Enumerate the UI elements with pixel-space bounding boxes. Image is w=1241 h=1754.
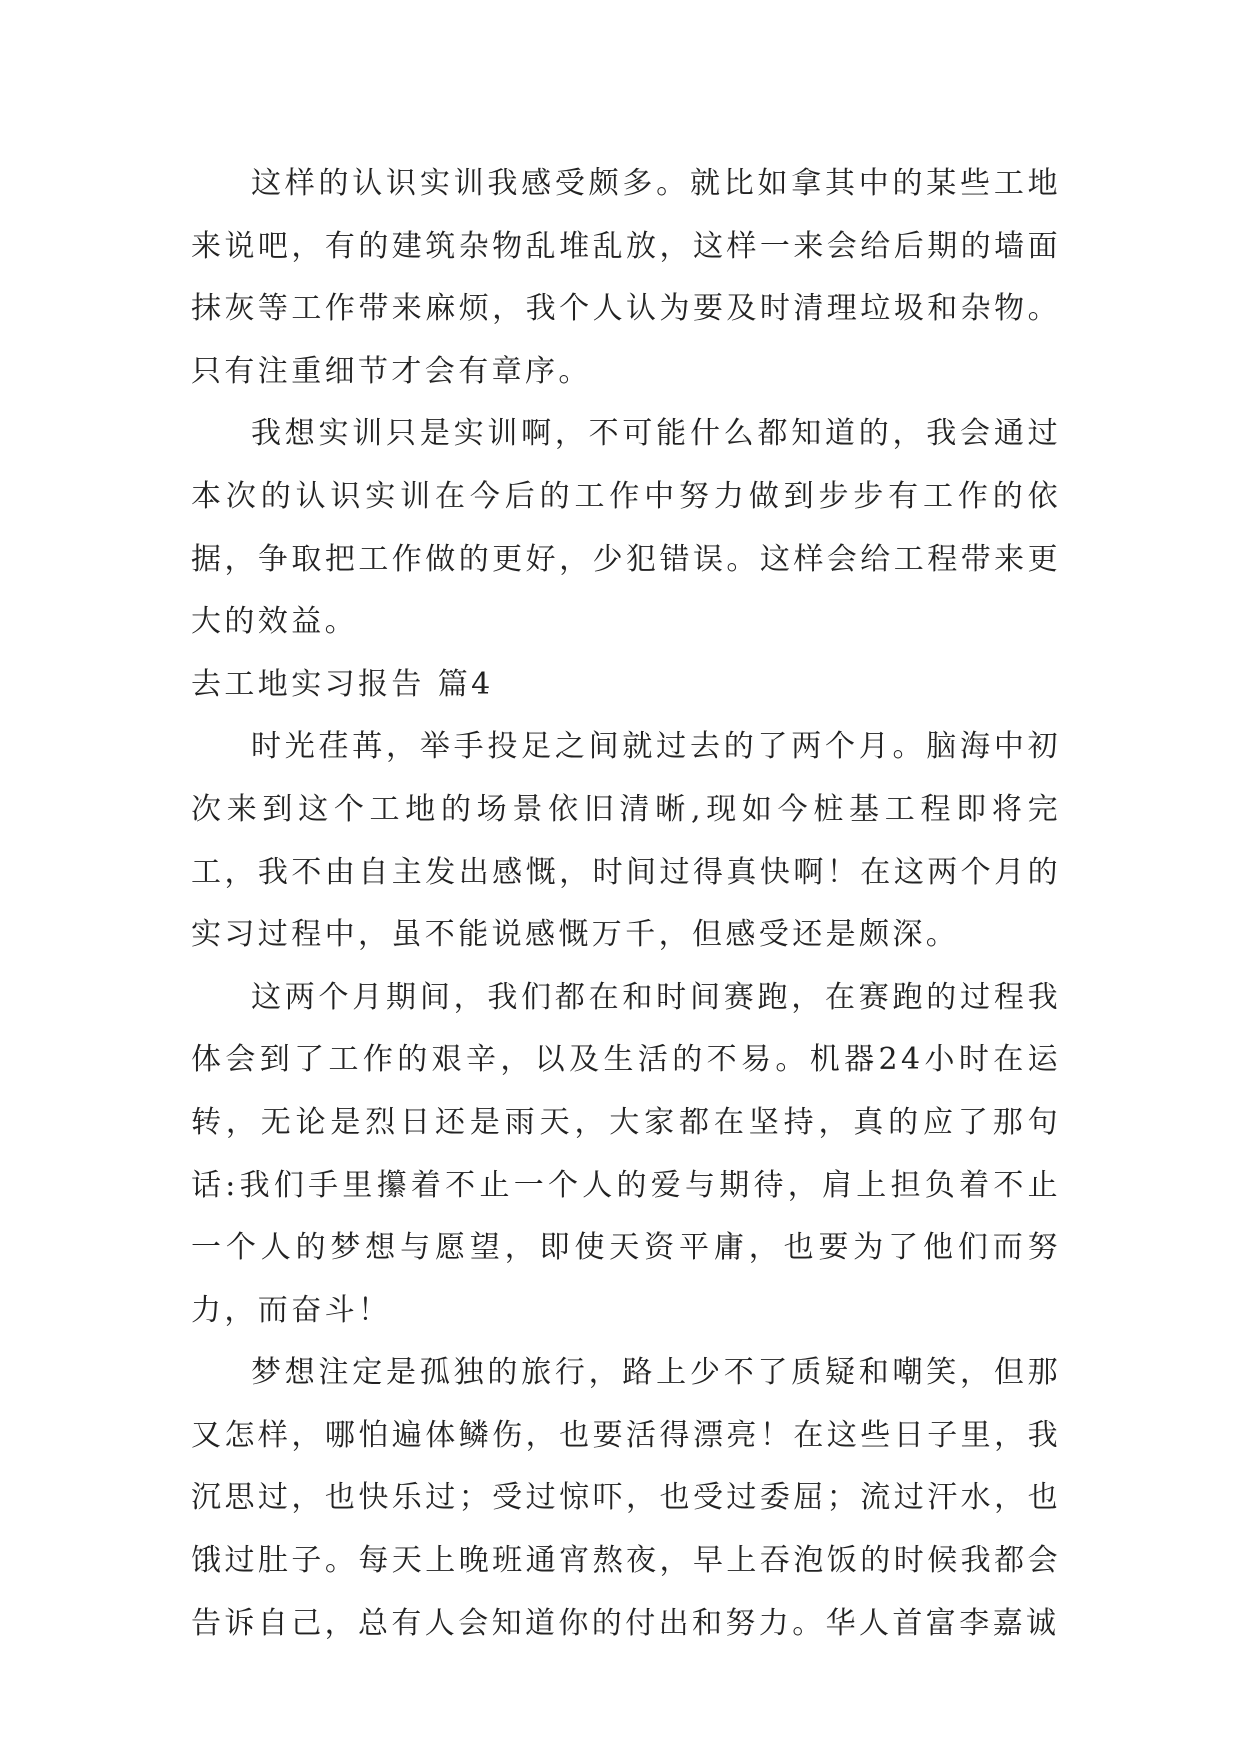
document-body [191,153,1061,1655]
paragraph-dreams: 梦想注定是孤独的旅行，路上少不了质疑和嘲笑，但那又怎样，哪怕遍体鳞伤，也要活得漂亮！在这些日子里，我沉思过，也快乐过；受过惊吓，也受过委屈；流过汗水，也饿过肚子。每天上晚班通宵熬夜，早上吞泡饭的时候我都会告诉自己，总有人会知道你的付出和努力。华人首富李嘉诚 [191,1355,1061,1641]
paragraph-site-observations: 这样的认识实训我感受颇多。就比如拿其中的某些工地来说吧，有的建筑杂物乱堆乱放，这样一来会给后期的墙面抹灰等工作带来麻烦，我个人认为要及时清理垃圾和杂物。只有注重细节才会有章序。 [191,166,1061,389]
paragraph-two-months: 时光荏苒，举手投足之间就过去的了两个月。脑海中初次来到这个工地的场景依旧清晰,现如今桩基工程即将完工，我不由自主发出感慨，时间过得真快啊！在这两个月的实习过程中，虽不能说感慨万千，但感受还是颇深。 [191,729,1061,953]
paragraph-racing-time: 这两个月期间，我们都在和时间赛跑，在赛跑的过程我体会到了工作的艰辛，以及生活的不易。机器24小时在运转，无论是烈日还是雨天，大家都在坚持，真的应了那句话:我们手里攥着不止一个人的爱与期待，肩上担负着不止一个人的梦想与愿望，即使天资平庸，也要为了他们而努力，而奋斗！ [191,979,1061,1328]
paragraph-training-reflection: 我想实训只是实训啊，不可能什么都知道的，我会通过本次的认识实训在今后的工作中努力做到步步有工作的依据，争取把工作做的更好，少犯错误。这样会给工程带来更大的效益。 [191,416,1061,640]
section-title: 去工地实习报告 篇4 [191,666,494,702]
